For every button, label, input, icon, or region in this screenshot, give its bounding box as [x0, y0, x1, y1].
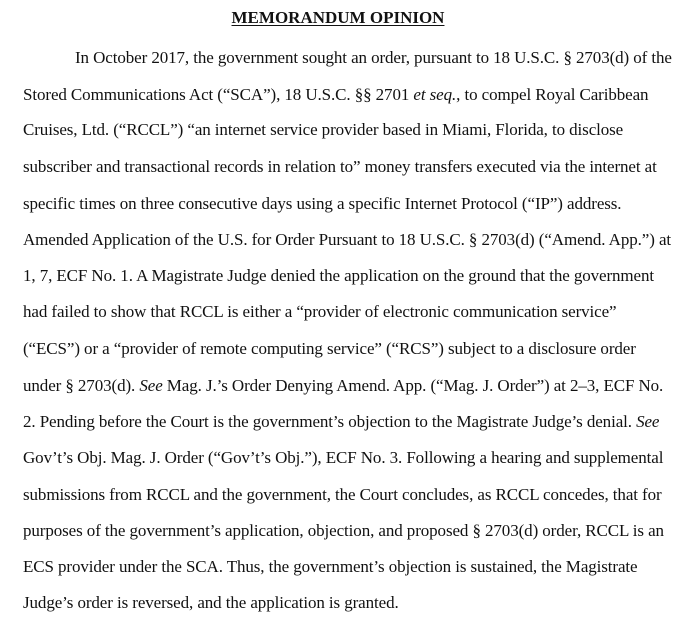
paragraph-line-9: (“ECS”) or a “provider of remote computing service” (“RCS”) subject to a disclosure order	[23, 339, 636, 358]
paragraph-line-11: 2. Pending before the Court is the government’s objection to the Magistrate Judge’s denial. See	[23, 412, 660, 431]
paragraph-line-12: Gov’t’s Obj. Mag. J. Order (“Gov’t’s Obj.”), ECF No. 3. Following a hearing and supplemental	[23, 448, 664, 467]
paragraph-line-7: 1, 7, ECF No. 1. A Magistrate Judge denied the application on the ground that the government	[23, 266, 655, 285]
paragraph-line-4: subscriber and transactional records in relation to” money transfers executed via the internet at	[23, 157, 657, 176]
paragraph-line-8: had failed to show that RCCL is either a “provider of electronic communication service”	[23, 302, 617, 321]
paragraph-line-13: submissions from RCCL and the government, the Court concludes, as RCCL concedes, that for	[23, 485, 662, 504]
heading-text: MEMORANDUM OPINION	[231, 8, 445, 27]
paragraph-line-15: ECS provider under the SCA. Thus, the government’s objection is sustained, the Magistrate	[23, 557, 638, 576]
paragraph-line-6: Amended Application of the U.S. for Order Pursuant to 18 U.S.C. § 2703(d) (“Amend. App.”) at	[23, 230, 672, 249]
paragraph-line-16: Judge’s order is reversed, and the application is granted.	[23, 593, 399, 612]
paragraph-line-14: purposes of the government’s application, objection, and proposed § 2703(d) order, RCCL is an	[23, 521, 664, 540]
paragraph-line-10: under § 2703(d). See Mag. J.’s Order Denying Amend. App. (“Mag. J. Order”) at 2–3, ECF No.	[23, 376, 664, 395]
paragraph-line-5: specific times on three consecutive days using a specific Internet Protocol (“IP”) address.	[23, 194, 622, 213]
paragraph-line-2: Stored Communications Act (“SCA”), 18 U.S.C. §§ 2701 et seq., to compel Royal Caribbean	[23, 85, 649, 104]
paragraph-line-1: In October 2017, the government sought an order, pursuant to 18 U.S.C. § 2703(d) of the	[75, 48, 672, 67]
paragraph-line-3: Cruises, Ltd. (“RCCL”) “an internet service provider based in Miami, Florida, to disclose	[23, 120, 624, 139]
memorandum-heading	[0, 8, 676, 28]
